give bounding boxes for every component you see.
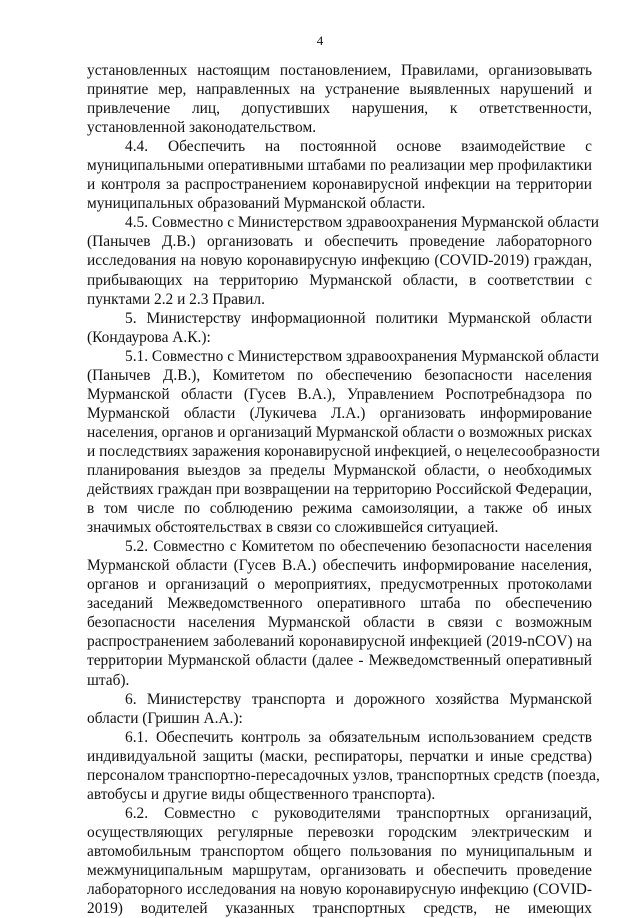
text-line: привлечение лиц, допустивших нарушения, к ответственности, bbox=[87, 100, 592, 118]
text-line: автобусы и другие виды общественного транспорта). bbox=[87, 785, 436, 803]
text-line: Мурманской области (Гусев В.А.), Управлением Роспотребнадзора по bbox=[87, 385, 592, 403]
text-line: (Панычев Д.В.), Комитетом по обеспечению безопасности населения bbox=[87, 366, 592, 384]
text-line: заседаний Межведомственного оперативного штаба по обеспечению bbox=[87, 595, 592, 613]
text-line: распространением заболеваний коронавирусной инфекцией (2019-nCOV) на bbox=[87, 633, 592, 651]
paragraph bbox=[87, 804, 592, 918]
paragraph bbox=[87, 690, 592, 728]
text-line: 5.1. Совместно с Министерством здравоохранения Мурманской области bbox=[125, 347, 599, 365]
text-line: (Кондаурова А.К.): bbox=[87, 328, 211, 346]
paragraph bbox=[87, 309, 592, 347]
paragraph bbox=[87, 347, 600, 537]
text-line: пунктами 2.2 и 2.3 Правил. bbox=[87, 290, 265, 308]
text-line: индивидуальной защиты (маски, респираторы, перчатки и иные средства) bbox=[87, 747, 592, 765]
text-line: 5.2. Совместно с Комитетом по обеспечению безопасности населения bbox=[125, 538, 592, 556]
text-line: области (Гришин А.А.): bbox=[87, 709, 243, 727]
text-line: органов и организаций о мероприятиях, предусмотренных протоколами bbox=[87, 576, 592, 594]
text-line: значимых обстоятельствах в связи со сложившейся ситуацией. bbox=[87, 519, 499, 537]
text-line: 6.1. Обеспечить контроль за обязательным использованием средств bbox=[125, 728, 592, 746]
text-line: 4.5. Совместно с Министерством здравоохранения Мурманской области bbox=[125, 214, 599, 232]
text-line: персоналом транспортно-пересадочных узлов, транспортных средств (поезда, bbox=[87, 766, 600, 784]
text-line: в том числе по соблюдению режима самоизоляции, а также об иных bbox=[87, 500, 592, 518]
text-line: территории Мурманской области (далее - Межведомственный оперативный bbox=[87, 652, 592, 670]
paragraph bbox=[87, 61, 592, 137]
paragraph bbox=[87, 213, 599, 308]
text-line: безопасности населения Мурманской области в связи с возможным bbox=[87, 614, 592, 632]
text-line: Мурманской области (Лукичева Л.А.) организовать информирование bbox=[87, 404, 592, 422]
paragraph bbox=[87, 137, 592, 213]
text-line: установленных настоящим постановлением, Правилами, организовывать bbox=[87, 62, 592, 79]
text-line: действиях граждан при возвращении на территорию Российской Федерации, bbox=[87, 481, 592, 499]
text-line: населения, органов и организаций Мурманской области о возможных рисках bbox=[87, 423, 593, 441]
text-line: Мурманской области (Гусев В.А.) обеспечить информирование населения, bbox=[87, 557, 592, 575]
text-line: установленной законодательством. bbox=[87, 119, 317, 137]
text-line: штаб). bbox=[87, 671, 130, 689]
text-line: принятие мер, направленных на устранение выявленных нарушений и bbox=[87, 81, 592, 99]
text-line: 5. Министерству информационной политики Мурманской области bbox=[125, 309, 592, 327]
text-line: (Панычев Д.В.) организовать и обеспечить проведение лабораторного bbox=[87, 233, 592, 251]
text-line: осуществляющих регулярные перевозки городским электрическим и bbox=[87, 823, 592, 841]
text-line: автомобильным транспортом общего пользования по муниципальным и bbox=[87, 842, 592, 860]
text-line: межмуниципальным маршрутам, организовать и обеспечить проведение bbox=[87, 861, 592, 879]
text-line: муниципальных образований Мурманской области. bbox=[87, 195, 426, 213]
paragraph bbox=[87, 728, 600, 804]
document-body bbox=[87, 61, 600, 918]
text-line: лабораторного исследования на новую коронавирусную инфекцию (COVID- bbox=[87, 881, 592, 899]
text-line: 4.4. Обеспечить на постоянной основе взаимодействие с bbox=[125, 138, 592, 156]
paragraph bbox=[87, 537, 592, 689]
page-number: 4 bbox=[316, 33, 324, 48]
text-line: и контроля за распространением коронавирусной инфекции на территории bbox=[87, 176, 592, 194]
text-line: планирования выездов за пределы Мурманской области, о необходимых bbox=[87, 461, 592, 479]
text-line: муниципальными оперативными штабами по реализации мер профилактики bbox=[87, 157, 592, 175]
text-line: исследования на новую коронавирусную инфекцию (COVID-2019) граждан, bbox=[87, 252, 592, 270]
text-line: 6.2. Совместно с руководителями транспортных организаций, bbox=[125, 804, 592, 822]
text-line: 2019) водителей указанных транспортных средств, не имеющих bbox=[87, 900, 592, 918]
text-line: прибывающих на территорию Мурманской области, в соответствии с bbox=[87, 271, 592, 289]
text-line: и последствиях заражения коронавирусной инфекцией, о нецелесообразности bbox=[87, 442, 600, 460]
text-line: 6. Министерству транспорта и дорожного хозяйства Мурманской bbox=[125, 690, 592, 708]
